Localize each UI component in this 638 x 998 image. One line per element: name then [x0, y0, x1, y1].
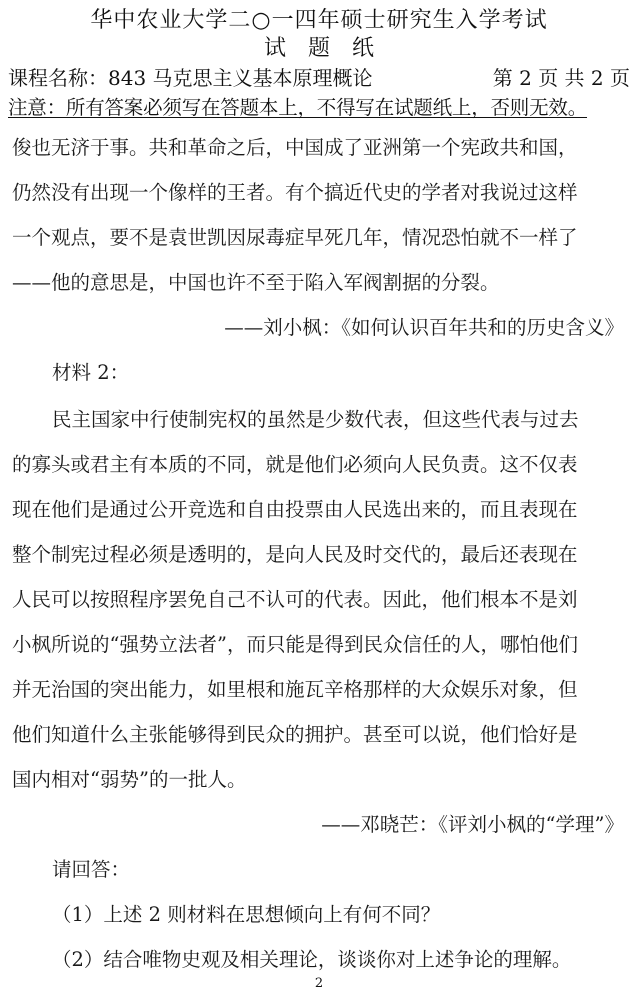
notice-text: 注意：所有答案必须写在答题本上，不得写在试题纸上，否则无效。 [8, 96, 588, 119]
citation-deng: ——邓晓芒：《评刘小枫的“学理”》 [321, 813, 624, 836]
exam-subtitle: 试题纸 [263, 36, 396, 61]
body-line: 一个观点，要不是袁世凯因尿毒症早死几年，情况恐怕就不一样了 [12, 226, 578, 249]
question-1: （1）上述 2 则材料在思想倾向上有何不同？ [52, 903, 441, 926]
material2-line: 整个制宪过程必须是透明的，是向人民及时交代的，最后还表现在 [12, 543, 578, 566]
body-line: ——他的意思是，中国也许不至于陷入军阀割据的分裂。 [12, 271, 500, 294]
body-line: 仍然没有出现一个像样的王者。有个搞近代史的学者对我说过这样 [12, 181, 578, 204]
question-intro: 请回答： [52, 858, 131, 881]
material2-line: 现在他们是通过公开竞选和自由投票由人民选出来的，而且表现在 [12, 498, 578, 521]
material2-line: 他们知道什么主张能够得到民众的拥护。甚至可以说，他们恰好是 [12, 723, 578, 746]
page-number: 2 [314, 976, 324, 991]
material2-line: 小枫所说的“强势立法者”，而只能是得到民众信任的人，哪怕他们 [12, 633, 578, 656]
exam-title: 华中农业大学二○一四年硕士研究生入学考试 [90, 8, 548, 33]
course-name: 课程名称：843 马克思主义基本原理概论 [8, 66, 373, 90]
material2-line: 国内相对“弱势”的一批人。 [12, 768, 247, 791]
body-line: 俊也无济于事。共和革命之后，中国成了亚洲第一个宪政共和国， [12, 136, 578, 159]
material2-line: 人民可以按照程序罢免自己不认可的代表。因此，他们根本不是刘 [12, 588, 578, 611]
material2-line: 并无治国的突出能力，如里根和施瓦辛格那样的大众娱乐对象，但 [12, 678, 578, 701]
question-2: （2）结合唯物史观及相关理论，谈谈你对上述争论的理解。 [52, 948, 572, 971]
citation-liu: ——刘小枫：《如何认识百年共和的历史含义》 [224, 316, 624, 339]
material2-heading: 材料 2： [52, 361, 130, 384]
course-row [8, 64, 630, 92]
material2-line: 的寡头或君主有本质的不同，就是他们必须向人民负责。这不仅表 [12, 453, 578, 476]
material2-line: 民主国家中行使制宪权的虽然是少数代表，但这些代表与过去 [52, 408, 579, 431]
page-info: 第 2 页 共 2 页 [492, 66, 630, 90]
